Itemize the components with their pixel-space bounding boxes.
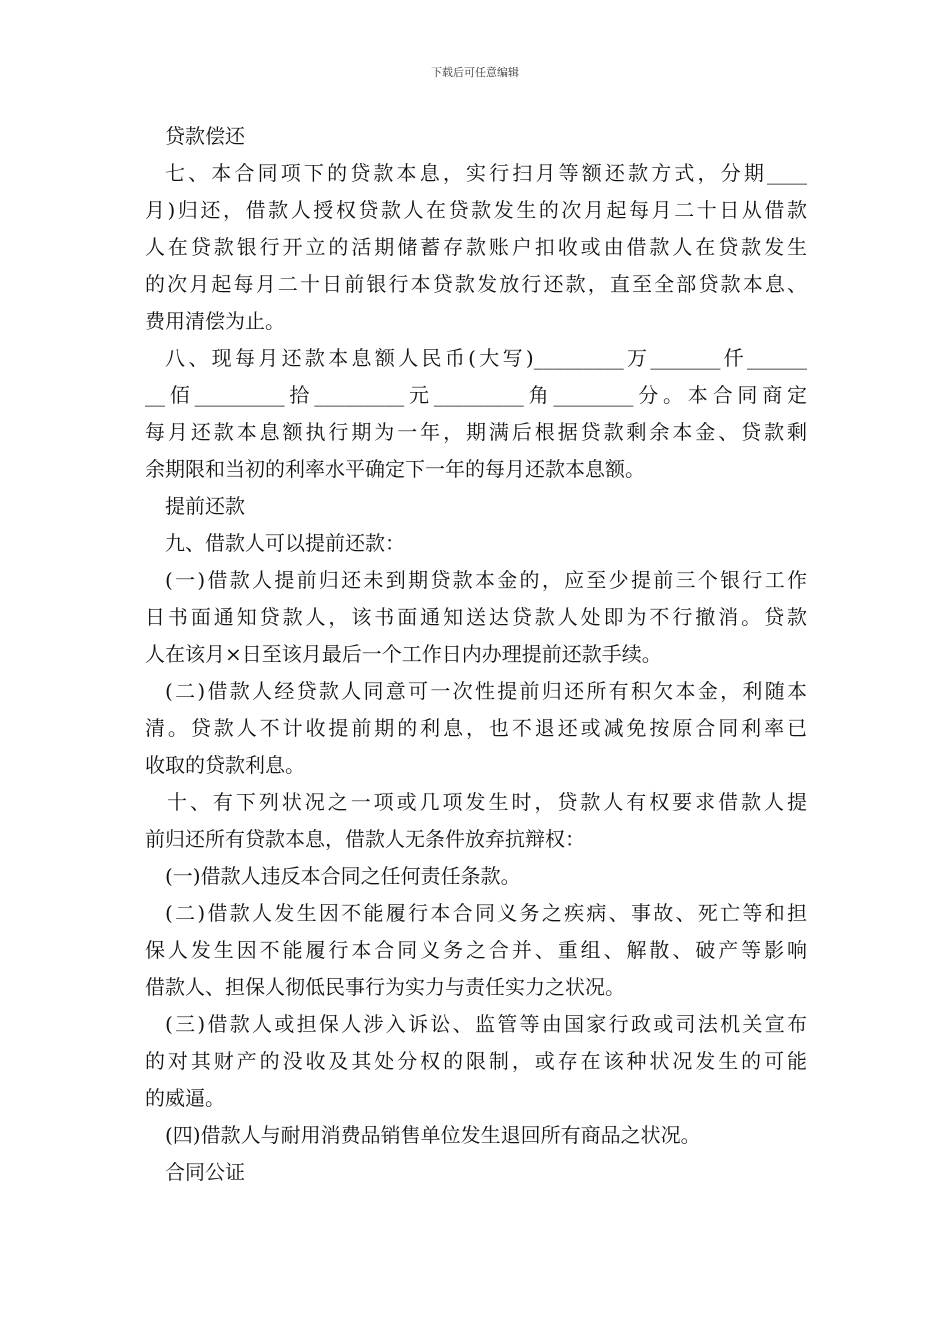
clause-10-item-2-line-1: (二)借款人发生因不能履行本合同义务之疾病、事故、死亡等和担 [165, 901, 807, 925]
section-heading-repayment: 贷款偿还 [165, 124, 245, 148]
document-body [145, 118, 807, 1191]
clause-8-line-1: 八、现每月还款本息额人民币(大写)_________万_______仟______ [165, 346, 807, 370]
clause-7-line-3: 人在贷款银行开立的活期储蓄存款账户扣收或由借款人在贷款发生 [145, 235, 807, 259]
clause-9-item-2-line-2: 清。贷款人不计收提前期的利息，也不退还或减免按原合同利率已 [145, 716, 807, 740]
clause-8-line-2: __佰_________拾_________元_________角________分。本合同商定 [145, 383, 807, 407]
clause-10-item-4: (四)借款人与耐用消费品销售单位发生退回所有商品之状况。 [165, 1123, 701, 1147]
clause-9-line-1: 九、借款人可以提前还款： [165, 531, 405, 555]
clause-10-line-2: 前归还所有贷款本息，借款人无条件放弃抗辩权： [145, 827, 585, 851]
section-heading-prepayment: 提前还款 [165, 494, 245, 518]
clause-9-item-2-line-3: 收取的贷款利息。 [145, 753, 305, 777]
page-header: 下载后可任意编辑 [431, 66, 519, 79]
clause-9-item-1-line-1: (一)借款人提前归还未到期贷款本金的，应至少提前三个银行工作 [165, 568, 807, 592]
clause-10-item-3-line-1: (三)借款人或担保人涉入诉讼、监管等由国家行政或司法机关宣布 [165, 1012, 807, 1036]
clause-9-item-1-line-2: 日书面通知贷款人，该书面通知送达贷款人处即为不行撤消。贷款 [145, 605, 807, 629]
clause-10-item-2-line-2: 保人发生因不能履行本合同义务之合并、重组、解散、破产等影响 [145, 938, 807, 962]
clause-10-item-1: (一)借款人违反本合同之任何责任条款。 [165, 864, 521, 888]
clause-10-item-2-line-3: 借款人、担保人彻低民事行为实力与责任实力之状况。 [145, 975, 625, 999]
clause-7-line-4: 的次月起每月二十日前银行本贷款发放行还款，直至全部贷款本息、 [145, 272, 807, 296]
clause-10-item-3-line-3: 的威逼。 [145, 1086, 225, 1110]
clause-9-item-1-line-3: 人在该月×日至该月最后一个工作日内办理提前还款手续。 [145, 642, 662, 666]
clause-10-line-1: 十、有下列状况之一项或几项发生时，贷款人有权要求借款人提 [167, 790, 807, 814]
clause-8-line-3: 每月还款本息额执行期为一年，期满后根据贷款剩余本金、贷款剩 [145, 420, 807, 444]
clause-8-line-4: 余期限和当初的利率水平确定下一年的每月还款本息额。 [145, 457, 645, 481]
clause-10-item-3-line-2: 的对其财产的没收及其处分权的限制，或存在该种状况发生的可能 [145, 1049, 807, 1073]
clause-7-line-5: 费用清偿为止。 [145, 309, 285, 333]
clause-7-line-1: 七、本合同项下的贷款本息，实行扫月等额还款方式，分期____ [165, 161, 807, 185]
clause-9-item-2-line-1: (二)借款人经贷款人同意可一次性提前归还所有积欠本金，利随本 [165, 679, 807, 703]
clause-7-line-2: 月)归还，借款人授权贷款人在贷款发生的次月起每月二十日从借款 [145, 198, 807, 222]
section-heading-notarization: 合同公证 [165, 1160, 245, 1184]
